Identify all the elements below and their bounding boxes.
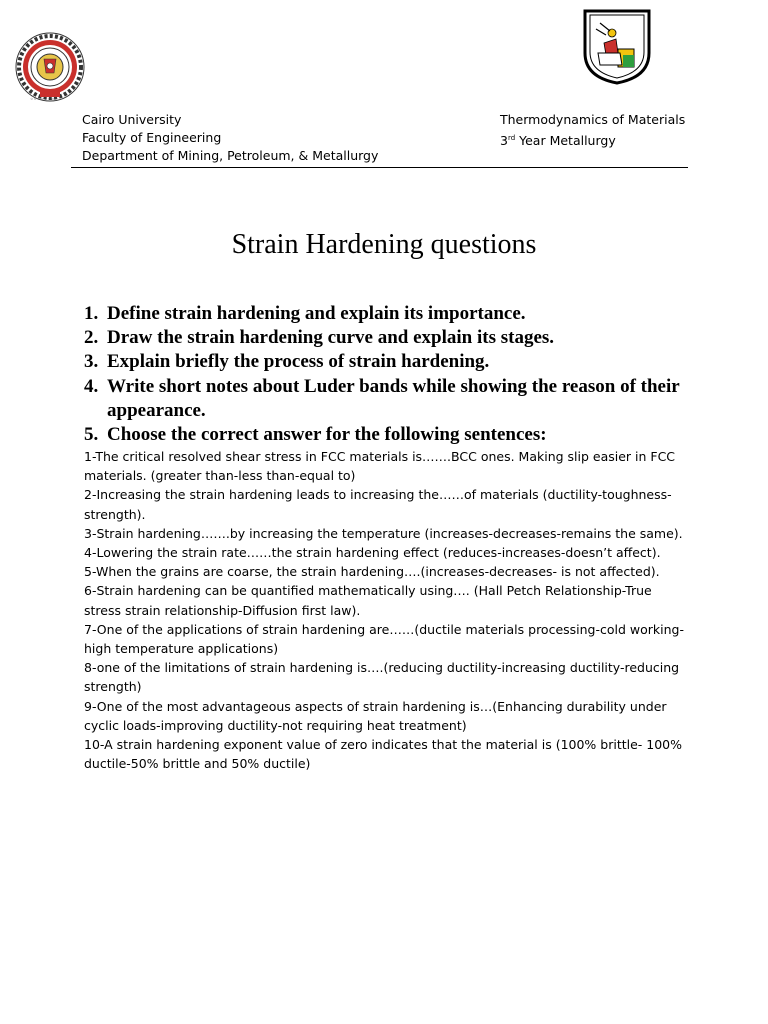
sentence-item: 4-Lowering the strain rate……the strain hardening effect (reduces-increases-doesn’t affect). bbox=[84, 545, 661, 561]
year-ordinal-suffix: rd bbox=[507, 134, 516, 142]
sentence-item: 7-One of the applications of strain hardening are……(ductile materials processing-cold working-high temperature applications) bbox=[84, 621, 684, 657]
question-text: Choose the correct answer for the following sentences: bbox=[107, 424, 547, 446]
course-name: Thermodynamics of Materials bbox=[500, 112, 686, 127]
question-item bbox=[84, 302, 684, 326]
question-number: 2. bbox=[84, 327, 99, 349]
sentence-list bbox=[84, 447, 684, 773]
sentence-item: 10-A strain hardening exponent value of zero indicates that the material is (100% brittle- 100% ductile-50% brittle and 50% ductile) bbox=[84, 737, 683, 772]
question-text: Explain briefly the process of strain hardening. bbox=[107, 351, 490, 373]
year-number: 3 bbox=[500, 133, 508, 148]
question-item bbox=[84, 350, 684, 374]
course-header bbox=[500, 111, 685, 150]
question-number: 1. bbox=[84, 303, 99, 324]
question-item bbox=[84, 423, 684, 447]
sentence-item: 5-When the grains are coarse, the strain hardening….(increases-decreases- is not affected). bbox=[84, 564, 660, 580]
faculty-name: Faculty of Engineering bbox=[82, 130, 222, 145]
sentence-item: 6-Strain hardening can be quantified mathematically using…. (Hall Petch Relationship-True stress strain relationship-Diffusion first law). bbox=[84, 583, 652, 618]
sentence-item: 9-One of the most advantageous aspects of strain hardening is…(Enhancing durability under cyclic loads-improving ductility-not requiring heat treatment) bbox=[84, 698, 667, 733]
sentence-item: 1-The critical resolved shear stress in FCC materials is…….BCC ones. Making slip easier in FCC materials. (greater than-less than-equal to) bbox=[84, 449, 676, 484]
department-name: Department of Mining, Petroleum, & Metallurgy bbox=[82, 148, 379, 163]
university-name: Cairo University bbox=[82, 112, 182, 127]
sentence-item: 2-Increasing the strain hardening leads to increasing the……of materials (ductility-toughness-strength). bbox=[84, 487, 672, 522]
question-list bbox=[84, 302, 684, 447]
cairo-university-logo bbox=[582, 9, 652, 85]
page-title: Strain Hardening questions bbox=[231, 229, 537, 260]
header-divider bbox=[71, 167, 688, 168]
question-text: Draw the strain hardening curve and explain its stages. bbox=[107, 327, 555, 349]
question-number: 3. bbox=[84, 351, 99, 373]
question-number: 5. bbox=[84, 424, 99, 446]
question-text: Write short notes about Luder bands while showing the reason of their appearance. bbox=[107, 375, 680, 421]
institution-header bbox=[82, 111, 378, 165]
question-item bbox=[84, 326, 684, 350]
sentence-item: 8-one of the limitations of strain hardening is….(reducing ductility-increasing ductility-reducing strength) bbox=[84, 660, 680, 695]
question-text: Define strain hardening and explain its importance. bbox=[107, 303, 526, 324]
year-level bbox=[500, 129, 685, 150]
sentence-item: 3-Strain hardening…….by increasing the temperature (increases-decreases-remains the same). bbox=[84, 525, 683, 541]
logo-caption: ◦◦◦◦◦◦◦ bbox=[30, 96, 55, 103]
year-rest: Year Metallurgy bbox=[515, 133, 616, 148]
question-item bbox=[84, 375, 684, 423]
question-number: 4. bbox=[84, 375, 99, 397]
